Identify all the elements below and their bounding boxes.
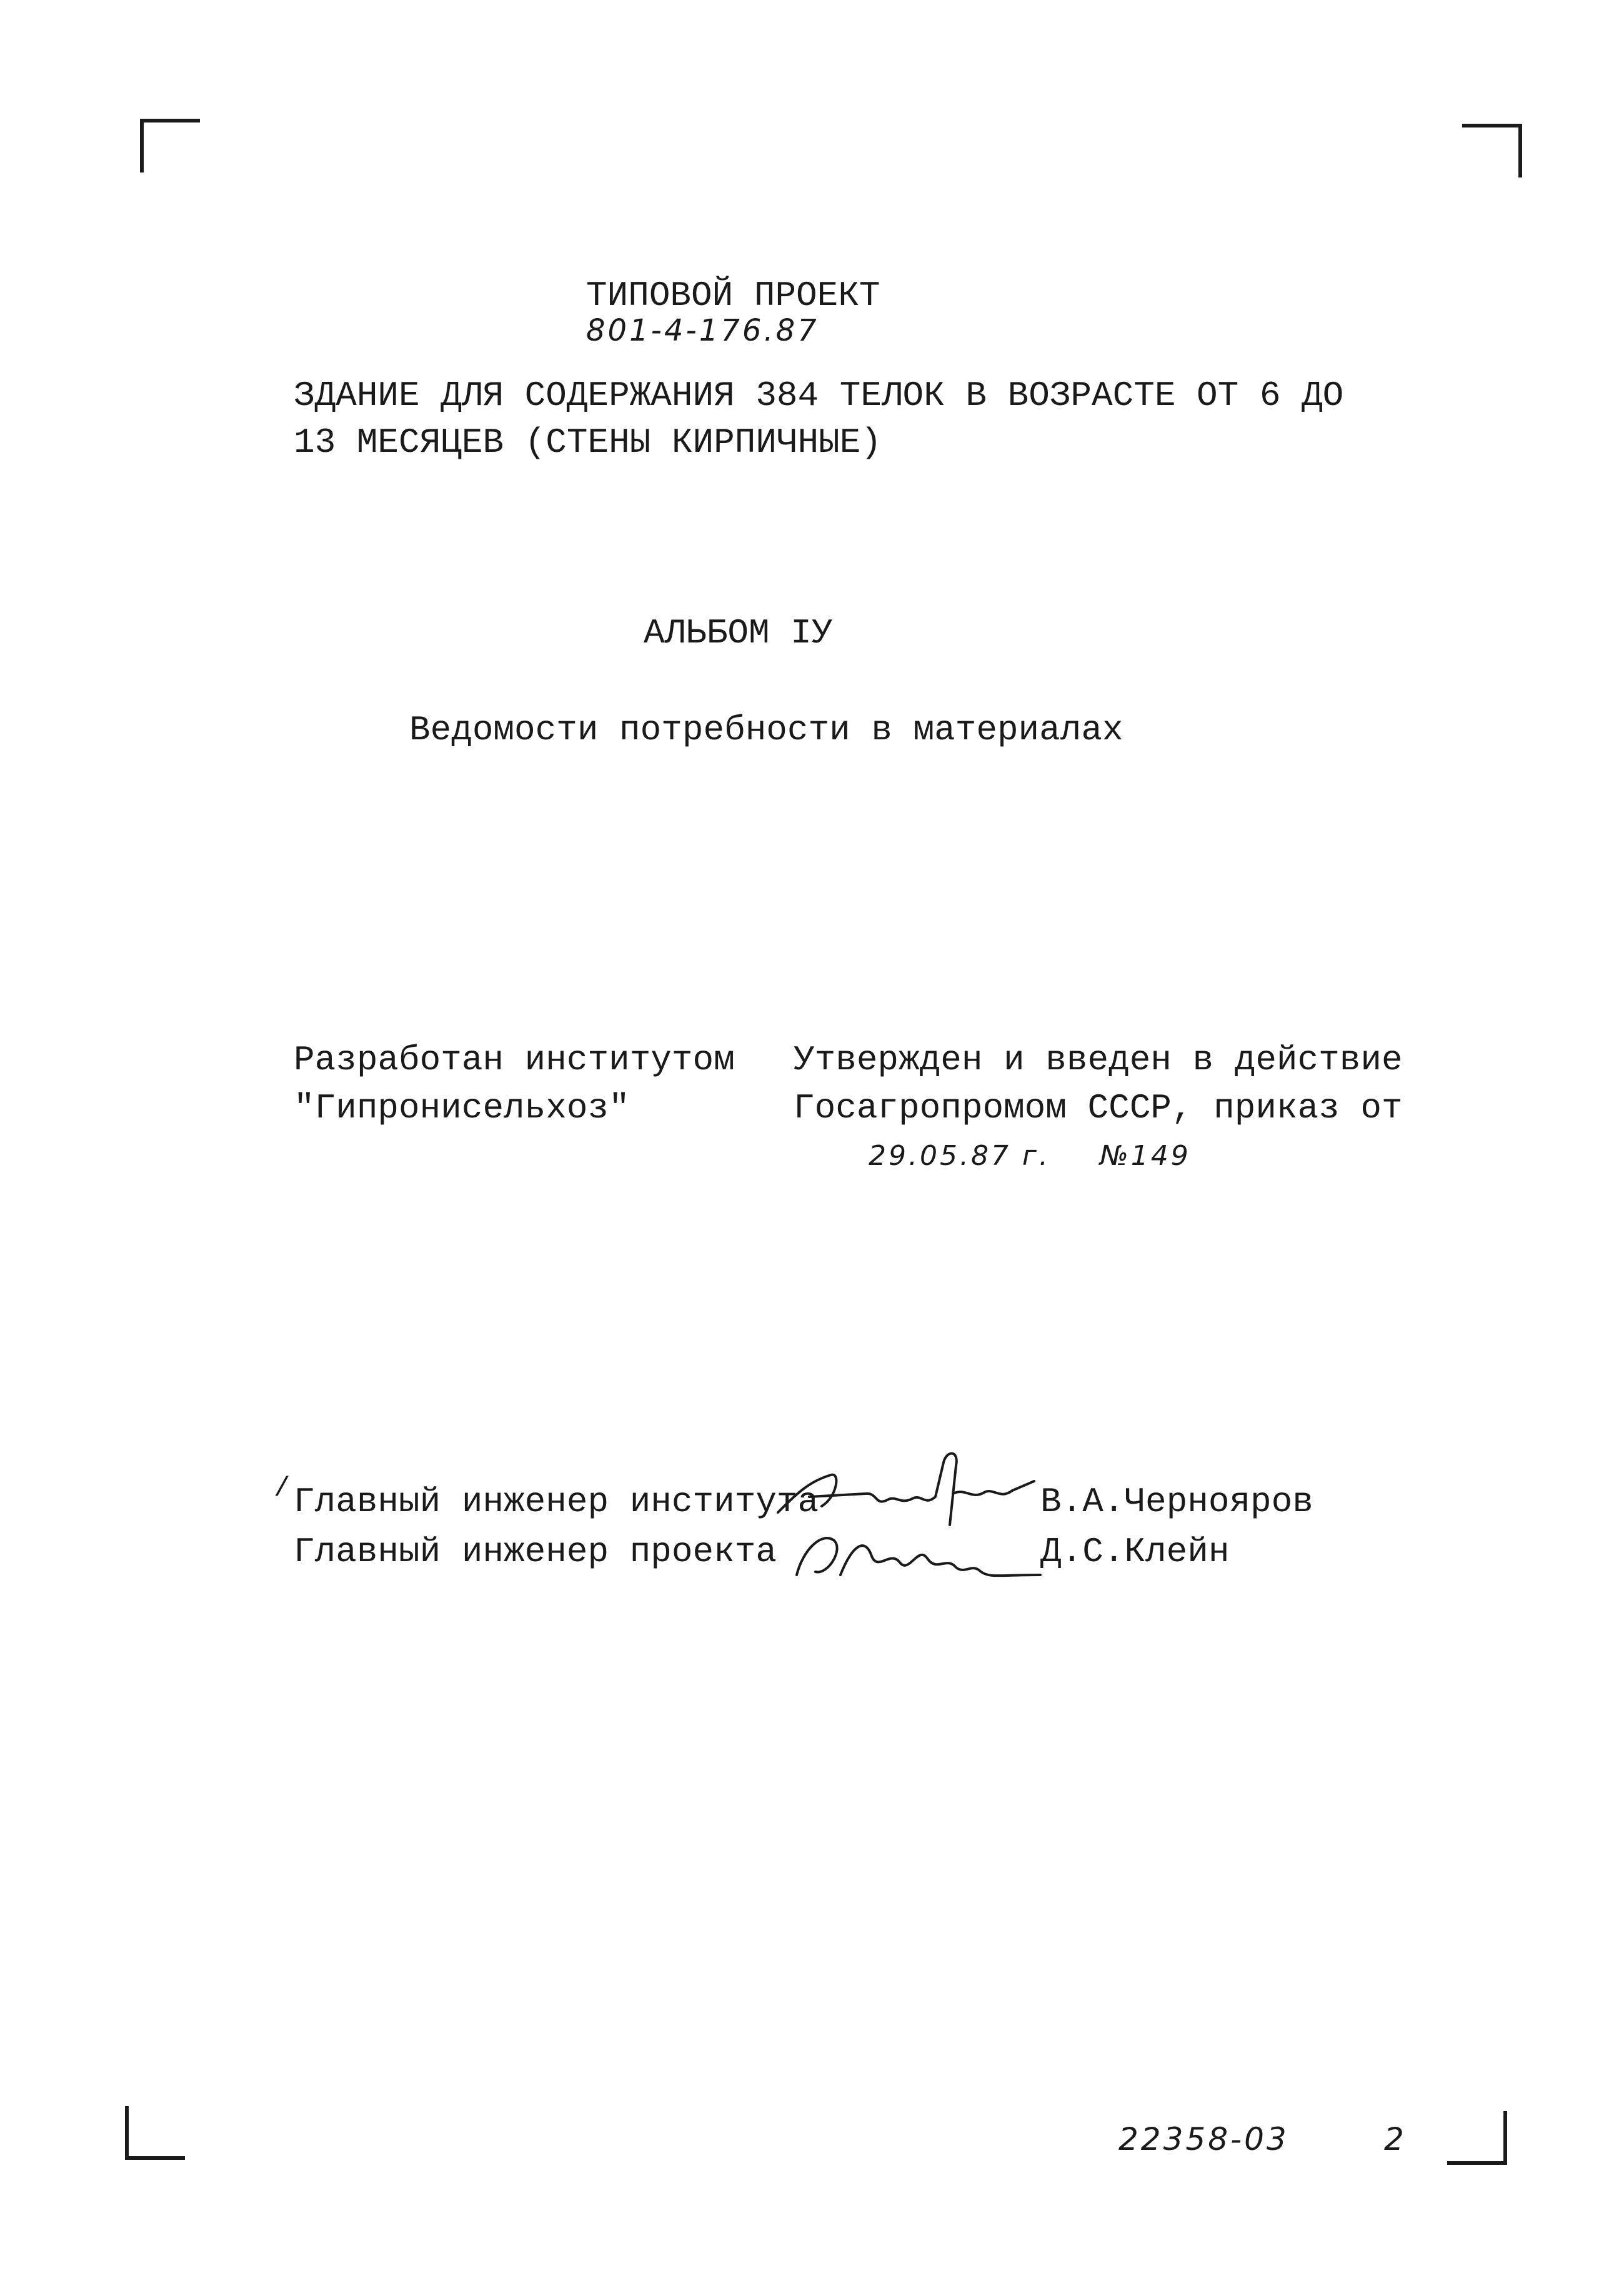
chief-engineer-institute-label: Главный инженер института [294, 1482, 819, 1522]
corner-mark-bottom-left [125, 2106, 185, 2160]
developer-line-1: Разработан институтом [294, 1040, 735, 1080]
project-number: 801-4-176.87 [586, 313, 819, 348]
corner-mark-bottom-right [1447, 2111, 1507, 2165]
developer-line-2: "Гипронисельхоз" [294, 1088, 630, 1128]
chief-engineer-institute-name: В.А.Чернояров [1040, 1482, 1313, 1522]
corner-mark-top-left [140, 119, 200, 172]
footer-document-code: 22358-03 [1118, 2121, 1289, 2157]
approval-order-number: №149 [1100, 1140, 1191, 1172]
tick-mark: / [274, 1473, 291, 1504]
project-type: ТИПОВОЙ ПРОЕКТ [586, 276, 880, 316]
footer-sheet-number: 2 [1384, 2121, 1407, 2157]
approval-line-2: Госагропромом СССР, приказ от [794, 1088, 1403, 1128]
title-line-2: 13 МЕСЯЦЕВ (СТЕНЫ КИРПИЧНЫЕ) [294, 422, 882, 462]
corner-mark-top-right [1462, 124, 1522, 177]
chief-engineer-project-name: Д.С.Клейн [1040, 1532, 1230, 1572]
document-subtitle: Ведомости потребности в материалах [409, 710, 1123, 750]
album-title: АЛЬБОМ IУ [644, 613, 833, 653]
title-line-1: ЗДАНИЕ ДЛЯ СОДЕРЖАНИЯ 384 ТЕЛОК В ВОЗРАСТЕ ОТ 6 ДО [294, 376, 1344, 416]
chief-engineer-project-label: Главный инженер проекта [294, 1532, 777, 1572]
signature-project-engineer [784, 1512, 1047, 1587]
approval-line-1: Утвержден и введен в действие [794, 1040, 1403, 1080]
approval-date: 29.05.87 г. [869, 1140, 1051, 1172]
